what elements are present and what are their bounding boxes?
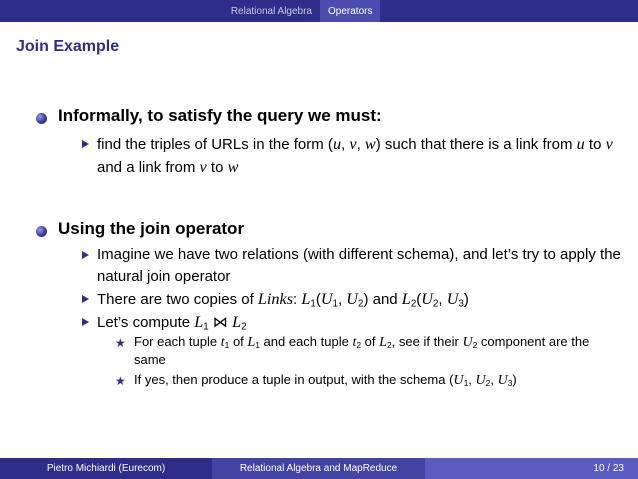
triangle-bullet-icon [82, 251, 89, 259]
bullet-2-1-text: Imagine we have two relations (with different schema), and let’s try to apply the natural join operator [97, 246, 621, 285]
bullet-1-text: Informally, to satisfy the query we must: [58, 106, 382, 125]
nav-left [0, 0, 320, 22]
bullet-2-3-2-text: If yes, then produce a tuple in output, with the schema ($U_1$, $U_2$, $U_3$) [134, 372, 517, 389]
ball-bullet-icon [36, 226, 47, 237]
triangle-bullet-icon [82, 295, 89, 303]
footer-course-title: Relational Algebra and MapReduce [212, 458, 425, 479]
triangle-bullet-icon [82, 318, 89, 326]
star-bullet-icon: ★ [115, 374, 126, 388]
footer-page-number: 10 / 23 [425, 458, 638, 479]
footer-bar [0, 458, 638, 479]
bullet-2-2-text: There are two copies of Links: $L_1(U_1$, $U_2$) and $L_2(U_2$, $U_3$) [97, 290, 469, 310]
bullet-1-1-text: find the triples of URLs in the form (u, v, w) such that there is a link from u to v and a link from v to w [97, 135, 613, 176]
ball-bullet-icon [36, 113, 47, 124]
nav-section-relational-algebra[interactable]: Relational Algebra [230, 5, 312, 17]
triangle-bullet-icon [82, 140, 89, 148]
bullet-2-3-text: Let’s compute $L_1$ ⋈ $L_2$ [97, 313, 247, 333]
top-nav-bar [0, 0, 638, 22]
frame-title: Join Example [16, 38, 120, 55]
footer-author: Pietro Michiardi (Eurecom) [0, 458, 212, 479]
star-bullet-icon: ★ [115, 336, 126, 350]
bullet-2-3-1-text: For each tuple $t_1$ of $L_1$ and each tuple $t_2$ of $L_2$, see if their $U_2$ component are the same [134, 334, 590, 367]
bullet-2-text: Using the join operator [58, 219, 245, 238]
nav-subsection-operators[interactable]: Operators [320, 0, 380, 22]
